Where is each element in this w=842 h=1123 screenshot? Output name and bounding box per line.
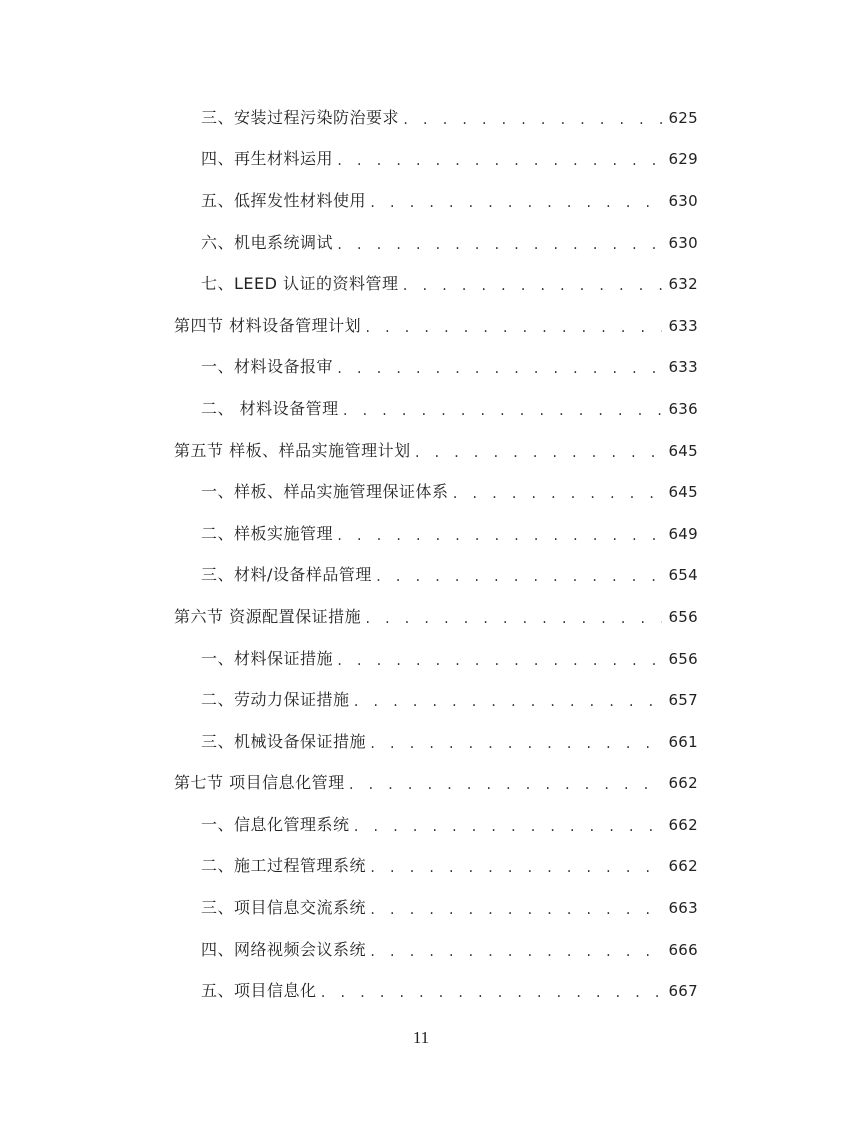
toc-entry-title: 七、LEED 认证的资料管理	[201, 274, 399, 294]
toc-entry-page: 629	[668, 150, 698, 169]
toc-entry-title: 四、网络视频会议系统	[201, 939, 367, 959]
toc-entry-page: 636	[668, 399, 698, 418]
toc-entry[interactable]	[0, 929, 842, 971]
toc-entry-title: 二、 材料设备管理	[201, 398, 339, 418]
table-of-contents	[0, 97, 842, 1012]
toc-entry-title: 三、项目信息交流系统	[201, 898, 367, 918]
toc-dot-leader	[320, 983, 662, 1003]
toc-entry[interactable]	[0, 970, 842, 1012]
toc-entry[interactable]	[0, 804, 842, 846]
toc-entry-title: 一、样板、样品实施管理保证体系	[201, 482, 449, 502]
toc-dot-leader	[402, 276, 662, 296]
toc-entry[interactable]	[0, 638, 842, 680]
toc-dot-leader	[369, 900, 662, 920]
toc-section-title: 第四节 材料设备管理计划	[174, 315, 362, 335]
toc-entry-title: 一、材料保证措施	[201, 648, 334, 668]
toc-entry[interactable]	[0, 222, 842, 264]
toc-entry-page: 662	[668, 815, 698, 834]
toc-entry-title: 三、材料/设备样品管理	[201, 565, 372, 585]
toc-entry[interactable]	[0, 388, 842, 430]
toc-dot-leader	[364, 318, 662, 338]
toc-entry-page: 666	[668, 940, 698, 959]
toc-dot-leader	[353, 817, 662, 837]
toc-dot-leader	[336, 235, 662, 255]
toc-section-entry[interactable]	[0, 763, 842, 805]
toc-entry-page: 662	[668, 857, 698, 876]
toc-entry-page: 632	[668, 275, 698, 294]
toc-entry-page: 633	[668, 358, 698, 377]
toc-entry[interactable]	[0, 263, 842, 305]
toc-entry-title: 五、低挥发性材料使用	[201, 190, 367, 210]
toc-entry-page: 630	[668, 191, 698, 210]
toc-dot-leader	[342, 401, 662, 421]
toc-entry[interactable]	[0, 139, 842, 181]
toc-entry-title: 二、样板实施管理	[201, 523, 334, 543]
toc-entry-page: 630	[668, 233, 698, 252]
toc-entry-title: 六、机电系统调试	[201, 232, 334, 252]
toc-entry-title: 五、项目信息化	[201, 981, 317, 1001]
toc-entry-page: 654	[668, 566, 698, 585]
toc-entry-page: 656	[668, 649, 698, 668]
toc-entry-page: 663	[668, 899, 698, 918]
toc-entry-page: 625	[668, 108, 698, 127]
toc-dot-leader	[336, 526, 662, 546]
toc-entry-title: 三、机械设备保证措施	[201, 731, 367, 751]
toc-dot-leader	[364, 609, 662, 629]
toc-entry-title: 一、信息化管理系统	[201, 814, 350, 834]
toc-entry-title: 四、再生材料运用	[201, 149, 334, 169]
toc-dot-leader	[336, 651, 662, 671]
toc-entry-page: 649	[668, 524, 698, 543]
toc-entry-page: 667	[668, 982, 698, 1001]
toc-entry[interactable]	[0, 555, 842, 597]
toc-entry[interactable]	[0, 887, 842, 929]
toc-entry-title: 三、安装过程污染防治要求	[201, 107, 400, 127]
page-number: 11	[412, 1028, 430, 1047]
toc-section-entry[interactable]	[0, 596, 842, 638]
toc-dot-leader	[336, 151, 662, 171]
toc-dot-leader	[348, 775, 662, 795]
toc-entry[interactable]	[0, 513, 842, 555]
toc-dot-leader	[369, 734, 662, 754]
toc-entry[interactable]	[0, 679, 842, 721]
toc-entry-title: 一、材料设备报审	[201, 357, 334, 377]
toc-entry[interactable]	[0, 180, 842, 222]
toc-entry-page: 657	[668, 691, 698, 710]
toc-dot-leader	[452, 484, 662, 504]
toc-section-entry[interactable]	[0, 430, 842, 472]
toc-entry-page: 662	[668, 774, 698, 793]
toc-dot-leader	[402, 110, 662, 130]
toc-entry-title: 二、施工过程管理系统	[201, 856, 367, 876]
toc-section-entry[interactable]	[0, 305, 842, 347]
toc-dot-leader	[369, 193, 662, 213]
toc-entry-page: 645	[668, 441, 698, 460]
toc-entry[interactable]	[0, 721, 842, 763]
toc-section-title: 第五节 样板、样品实施管理计划	[174, 440, 411, 460]
toc-dot-leader	[375, 567, 662, 587]
toc-dot-leader	[336, 359, 662, 379]
toc-dot-leader	[369, 942, 662, 962]
toc-entry[interactable]	[0, 471, 842, 513]
toc-entry-page: 656	[668, 607, 698, 626]
toc-entry[interactable]	[0, 846, 842, 888]
toc-section-title: 第七节 项目信息化管理	[174, 773, 345, 793]
toc-dot-leader	[414, 443, 662, 463]
toc-entry-page: 633	[668, 316, 698, 335]
toc-dot-leader	[353, 692, 662, 712]
toc-entry[interactable]	[0, 347, 842, 389]
toc-entry-page: 645	[668, 483, 698, 502]
toc-dot-leader	[369, 858, 662, 878]
toc-entry-page: 661	[668, 732, 698, 751]
toc-entry-title: 二、劳动力保证措施	[201, 690, 350, 710]
toc-entry[interactable]	[0, 97, 842, 139]
toc-section-title: 第六节 资源配置保证措施	[174, 606, 362, 626]
